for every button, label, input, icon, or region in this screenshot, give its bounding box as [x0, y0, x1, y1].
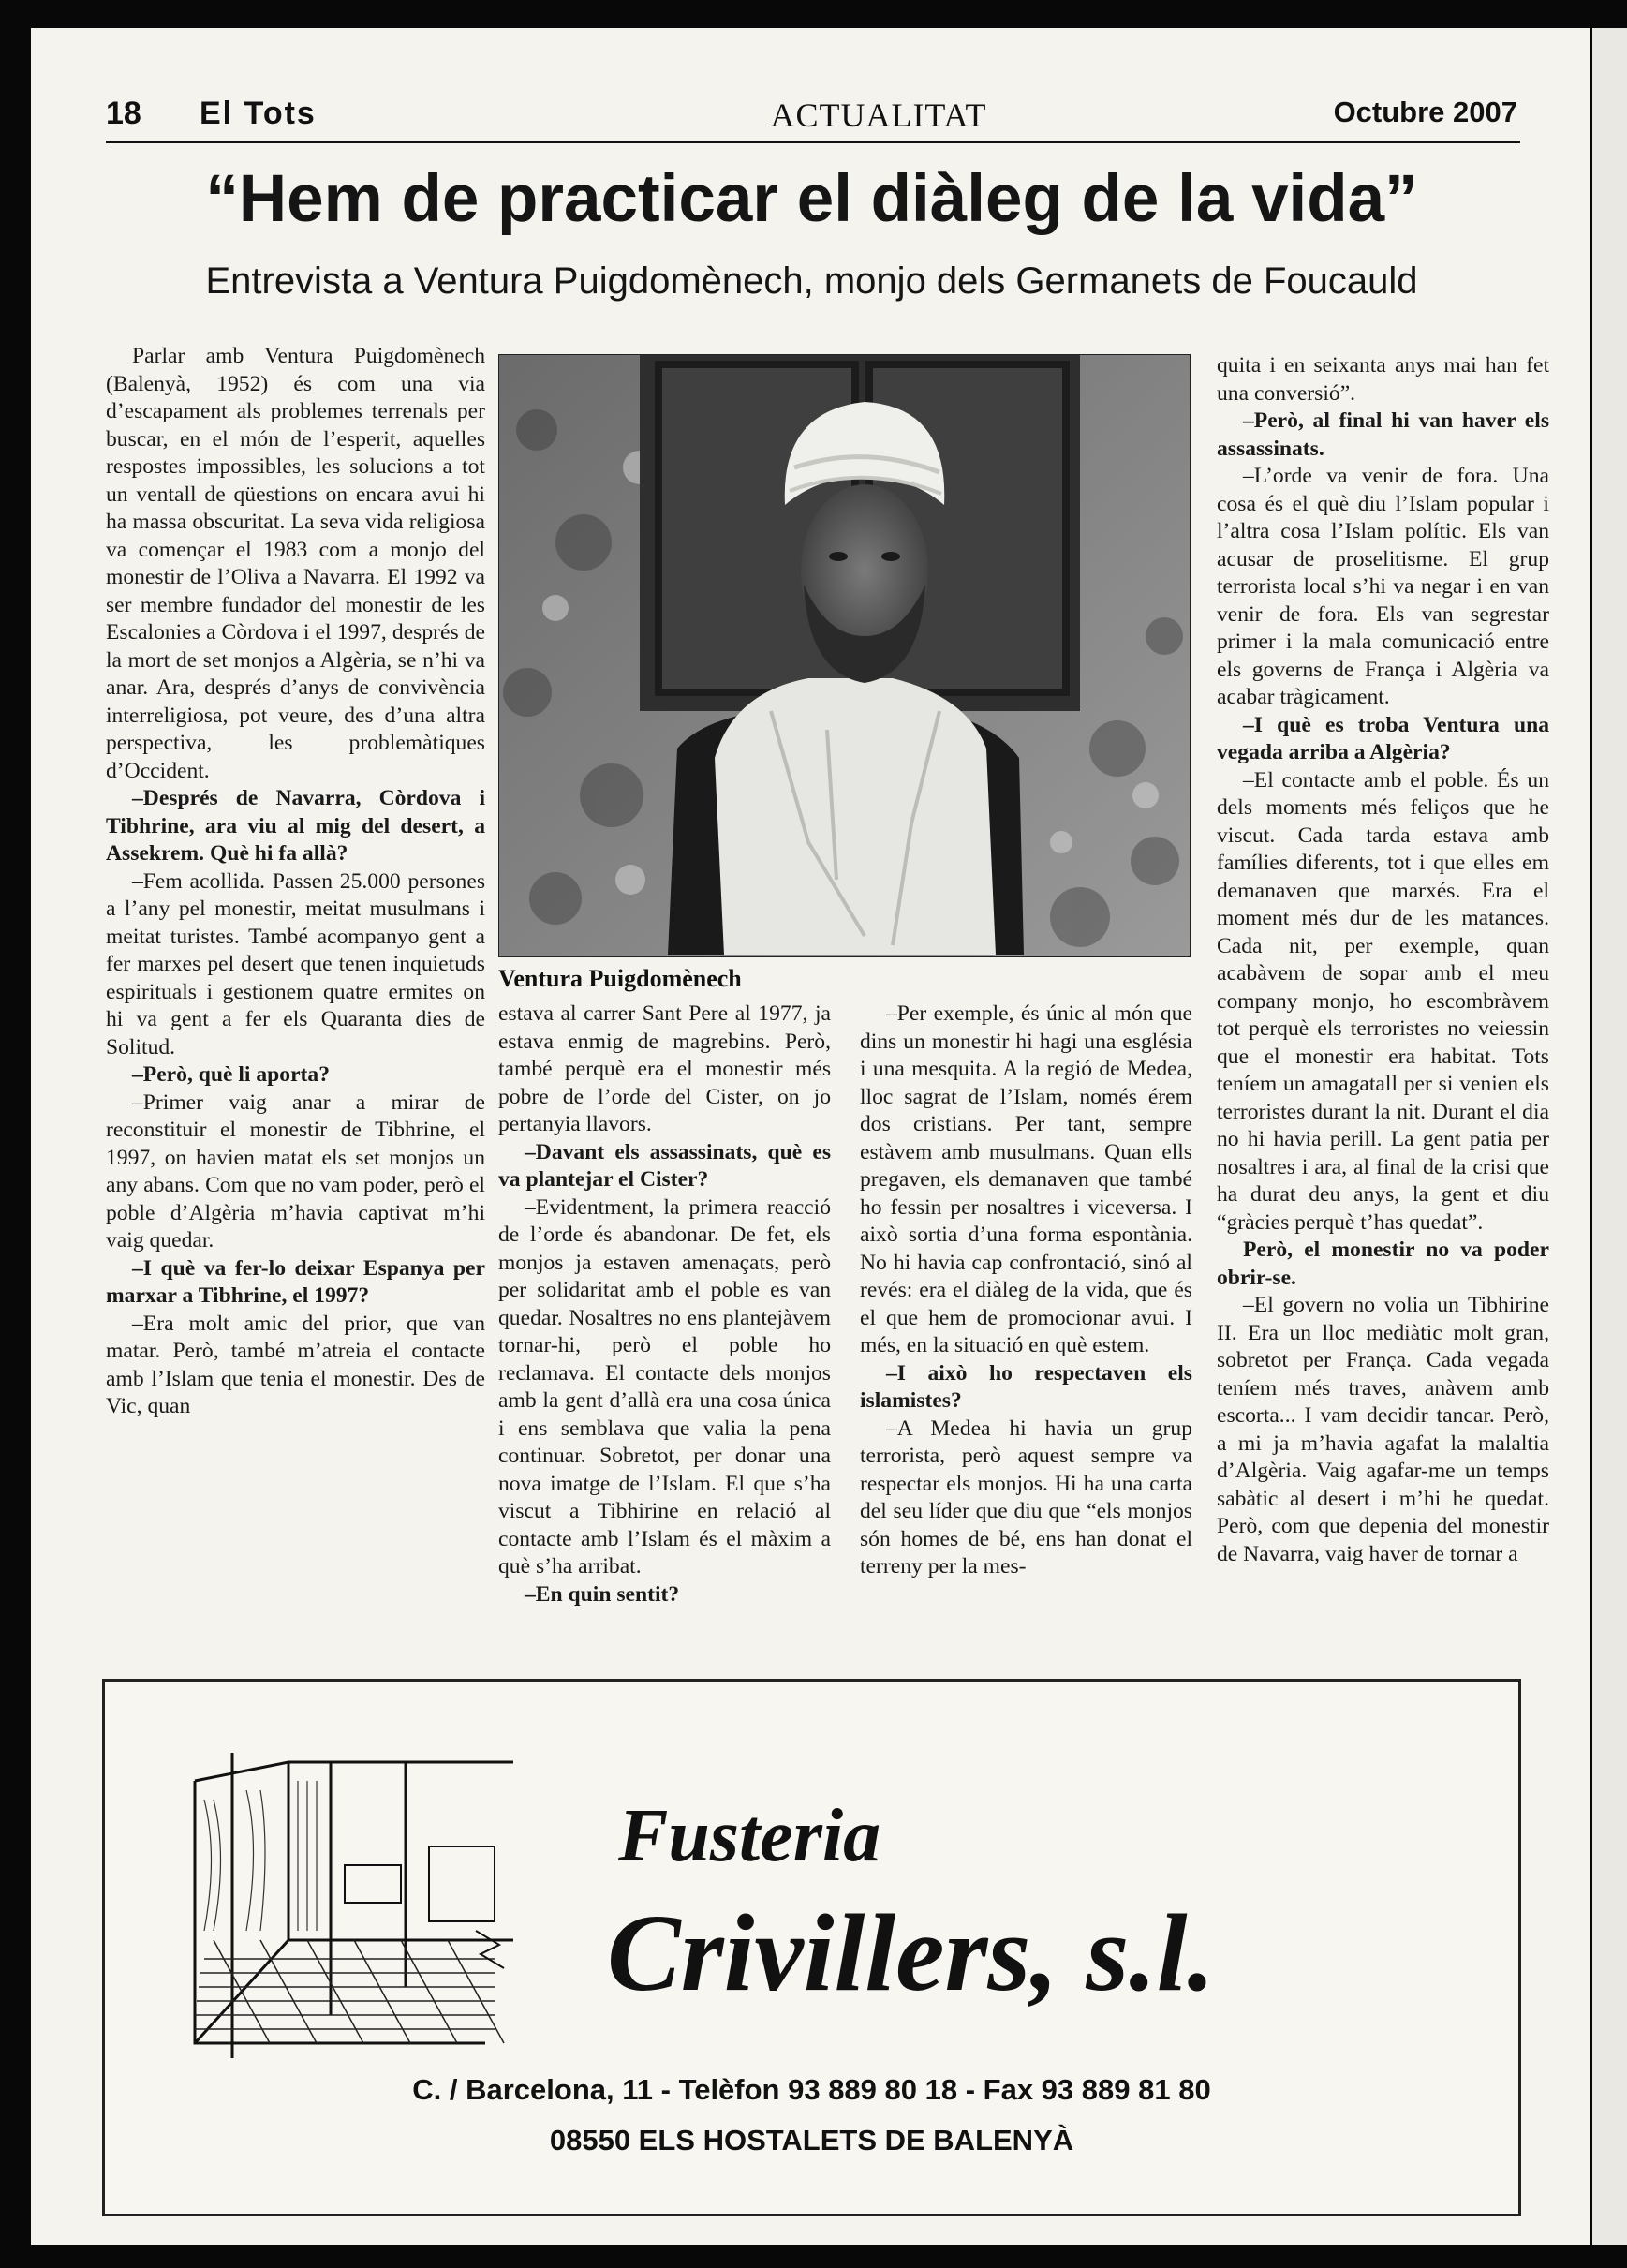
portrait-photo	[498, 354, 1191, 957]
carpentry-drawing	[176, 1743, 513, 2058]
publication-name: El Tots	[200, 96, 317, 131]
article-paragraph: –Era molt amic del prior, que van matar. Però, també m’atreia el contacte amb l’Islam que tenia el monestir. Des de Vic, quan	[106, 1311, 485, 1418]
article-paragraph: –L’orde va venir de fora. Una cosa és el què diu l’Islam popular i l’altra cosa l’Islam polític. Els van acusar de proselitisme. El grup terrorista local s’hi va negar i en van venir de fora. Els van segrestar primer i la mala comunicació entre els governs de França i Algèria va acabar tràgicament.	[1217, 464, 1549, 709]
interview-question: –Però, què li aporta?	[132, 1062, 331, 1087]
interview-question: –Després de Navarra, Còrdova i Tibhrine, ara viu al mig del desert, a Assekrem. Què hi fa allà?	[106, 786, 485, 866]
article-paragraph: –El contacte amb el poble. És un dels moments més feliços que he viscut. Cada tarda estava amb famílies diferents, tot i que elles em demanaven que marxés. Era el moment més dur de les matances. Cada nit, per exemple, quan acabàvem de sopar amb el meu company monjo, ho escombràvem tot perquè els terroristes no veiessin que el monestir era habitat. Tots teníem un amagatall per si venien els terroristes durant la nit. Durant el dia no hi havia perill. La gent patia per nosaltres i ara, al final de la crisi que ha durat deu anys, la gent et diu “gràcies perquè t’has quedat”.	[1217, 767, 1549, 1235]
section-title: ACTUALITAT	[770, 96, 987, 134]
ad-title-fusteria: Fusteria	[618, 1795, 881, 1877]
article-paragraph: estava al carrer Sant Pere al 1977, ja estava enmig de magrebins. Però, també perquè era el monestir més pobre de l’orde del Cister, on jo pertanyia llavors.	[498, 1001, 831, 1136]
article-column-2	[498, 1001, 831, 1608]
advertisement	[102, 1679, 1521, 2216]
page-edge	[1592, 28, 1627, 2245]
issue-date: Octubre 2007	[1333, 96, 1517, 128]
interview-question: Però, el monestir no va poder obrir-se.	[1217, 1238, 1549, 1290]
article-column-3	[860, 1001, 1192, 1581]
ad-town: 08550 ELS HOSTALETS DE BALENYÀ	[549, 2124, 1074, 2157]
article-paragraph: –Per exemple, és únic al món que dins un monestir hi hagi una església i una mesquita. A la regió de Medea, lloc sagrat de l’Islam, només érem dos cristians. Per tant, sempre estàvem amb musulmans. Quan ells pregaven, els demanaven que també ho fessin per nosaltres i viceversa. I això sortia d’una forma espontània. No hi havia cap confrontació, sinó al revés: era el diàleg de la vida, que és el que hem de promocionar avui. I més, en la situació en què estem.	[860, 1001, 1192, 1357]
article-paragraph: –A Medea hi havia un grup terrorista, però aquest sempre va respectar els monjos. Hi ha una carta del seu líder que diu que “els monjos són homes de bé, ens han donat el terreny per la mes-	[860, 1416, 1192, 1579]
article-paragraph: Parlar amb Ventura Puigdomènech (Balenyà, 1952) és com una via d’escapament als problemes terrenals per buscar, en el món de l’esperit, aquelles respostes impossibles, les solucions a tot un ventall de qüestions on encara avui hi ha massa obscuritat. La seva vida religiosa va començar el 1983 com a monjo del monestir de l’Oliva a Navarra. El 1992 va ser membre fundador del monestir de les Escalonies a Còrdova i el 1997, després de la mort de set monjos a Algèria, se n’hi va anar. Ara, després d’anys de convivència interreligiosa, pot veure, des d’una altra perspectiva, les problemàtiques d’Occident.	[106, 344, 485, 783]
header-rule	[106, 141, 1520, 143]
subheadline: Entrevista a Ventura Puigdomènech, monjo dels Germanets de Foucauld	[205, 260, 1418, 302]
interview-question: –I què va fer-lo deixar Espanya per marxar a Tibhrine, el 1997?	[106, 1255, 485, 1308]
newspaper-page	[31, 28, 1590, 2245]
article-column-1	[106, 343, 485, 1421]
article-paragraph: quita i en seixanta anys mai han fet una conversió”.	[1217, 353, 1549, 406]
interview-question: –I què es troba Ventura una vegada arriba a Algèria?	[1217, 712, 1549, 764]
ad-address: C. / Barcelona, 11 - Telèfon 93 889 80 18 - Fax 93 889 81 80	[412, 2073, 1211, 2106]
article-column-4	[1217, 352, 1549, 1568]
interview-question: –Davant els assassinats, què es va plantejar el Cister?	[498, 1139, 831, 1192]
article-paragraph: –El govern no volia un Tibhirine II. Era un lloc mediàtic molt gran, sobretot per França. Cada vegada teníem més traves, anàvem amb escorta... I vam decidir tancar. Però, a mi ja m’havia agafat la malaltia d’Algèria. Vaig agafar-me un temps sabàtic al desert i m’hi he quedat. Però, com que depenia del monestir de Navarra, vaig haver de tornar a	[1217, 1293, 1549, 1566]
page-number: 18	[106, 96, 141, 131]
article-paragraph: –Fem acollida. Passen 25.000 persones a l’any pel monestir, meitat musulmans i meitat turistes. També acompanyo gent a fer marxes pel desert que tenen inquietuds espirituals i gestionem quatre ermites on hi va gent a fer els Quaranta dies de Solitud.	[106, 868, 485, 1060]
headline: “Hem de practicar el diàleg de la vida”	[205, 162, 1418, 236]
article-paragraph: –Evidentment, la primera reacció de l’orde és abandonar. De fet, els monjos ja estaven amenaçats, però per solidaritat amb el poble es van quedar. Nosaltres no ens plantejàvem tornar-hi, però el poble ho reclamava. El contacte dels monjos amb la gent d’allà era una cosa única i ens semblava que valia la pena continuar. Sobretot, per donar una nova imatge de l’Islam. El que s’ha viscut a Tibhirine en relació al contacte amb l’Islam és el màxim a què s’ha arribat.	[498, 1194, 831, 1579]
interview-question: –Però, al final hi van haver els assassinats.	[1217, 408, 1549, 461]
interview-question: –En quin sentit?	[525, 1581, 680, 1607]
article-paragraph: –Primer vaig anar a mirar de reconstituir el monestir de Tibhrine, el 1997, on havien matat els set monjos un any abans. Com que no vam poder, però el poble d’Algèria m’havia captivat m’hi vaig quedar.	[106, 1090, 485, 1253]
photo-caption: Ventura Puigdomènech	[498, 965, 742, 992]
ad-title-company: Crivillers, s.l.	[607, 1891, 1216, 2014]
interview-question: –I això ho respectaven els islamistes?	[860, 1360, 1192, 1413]
